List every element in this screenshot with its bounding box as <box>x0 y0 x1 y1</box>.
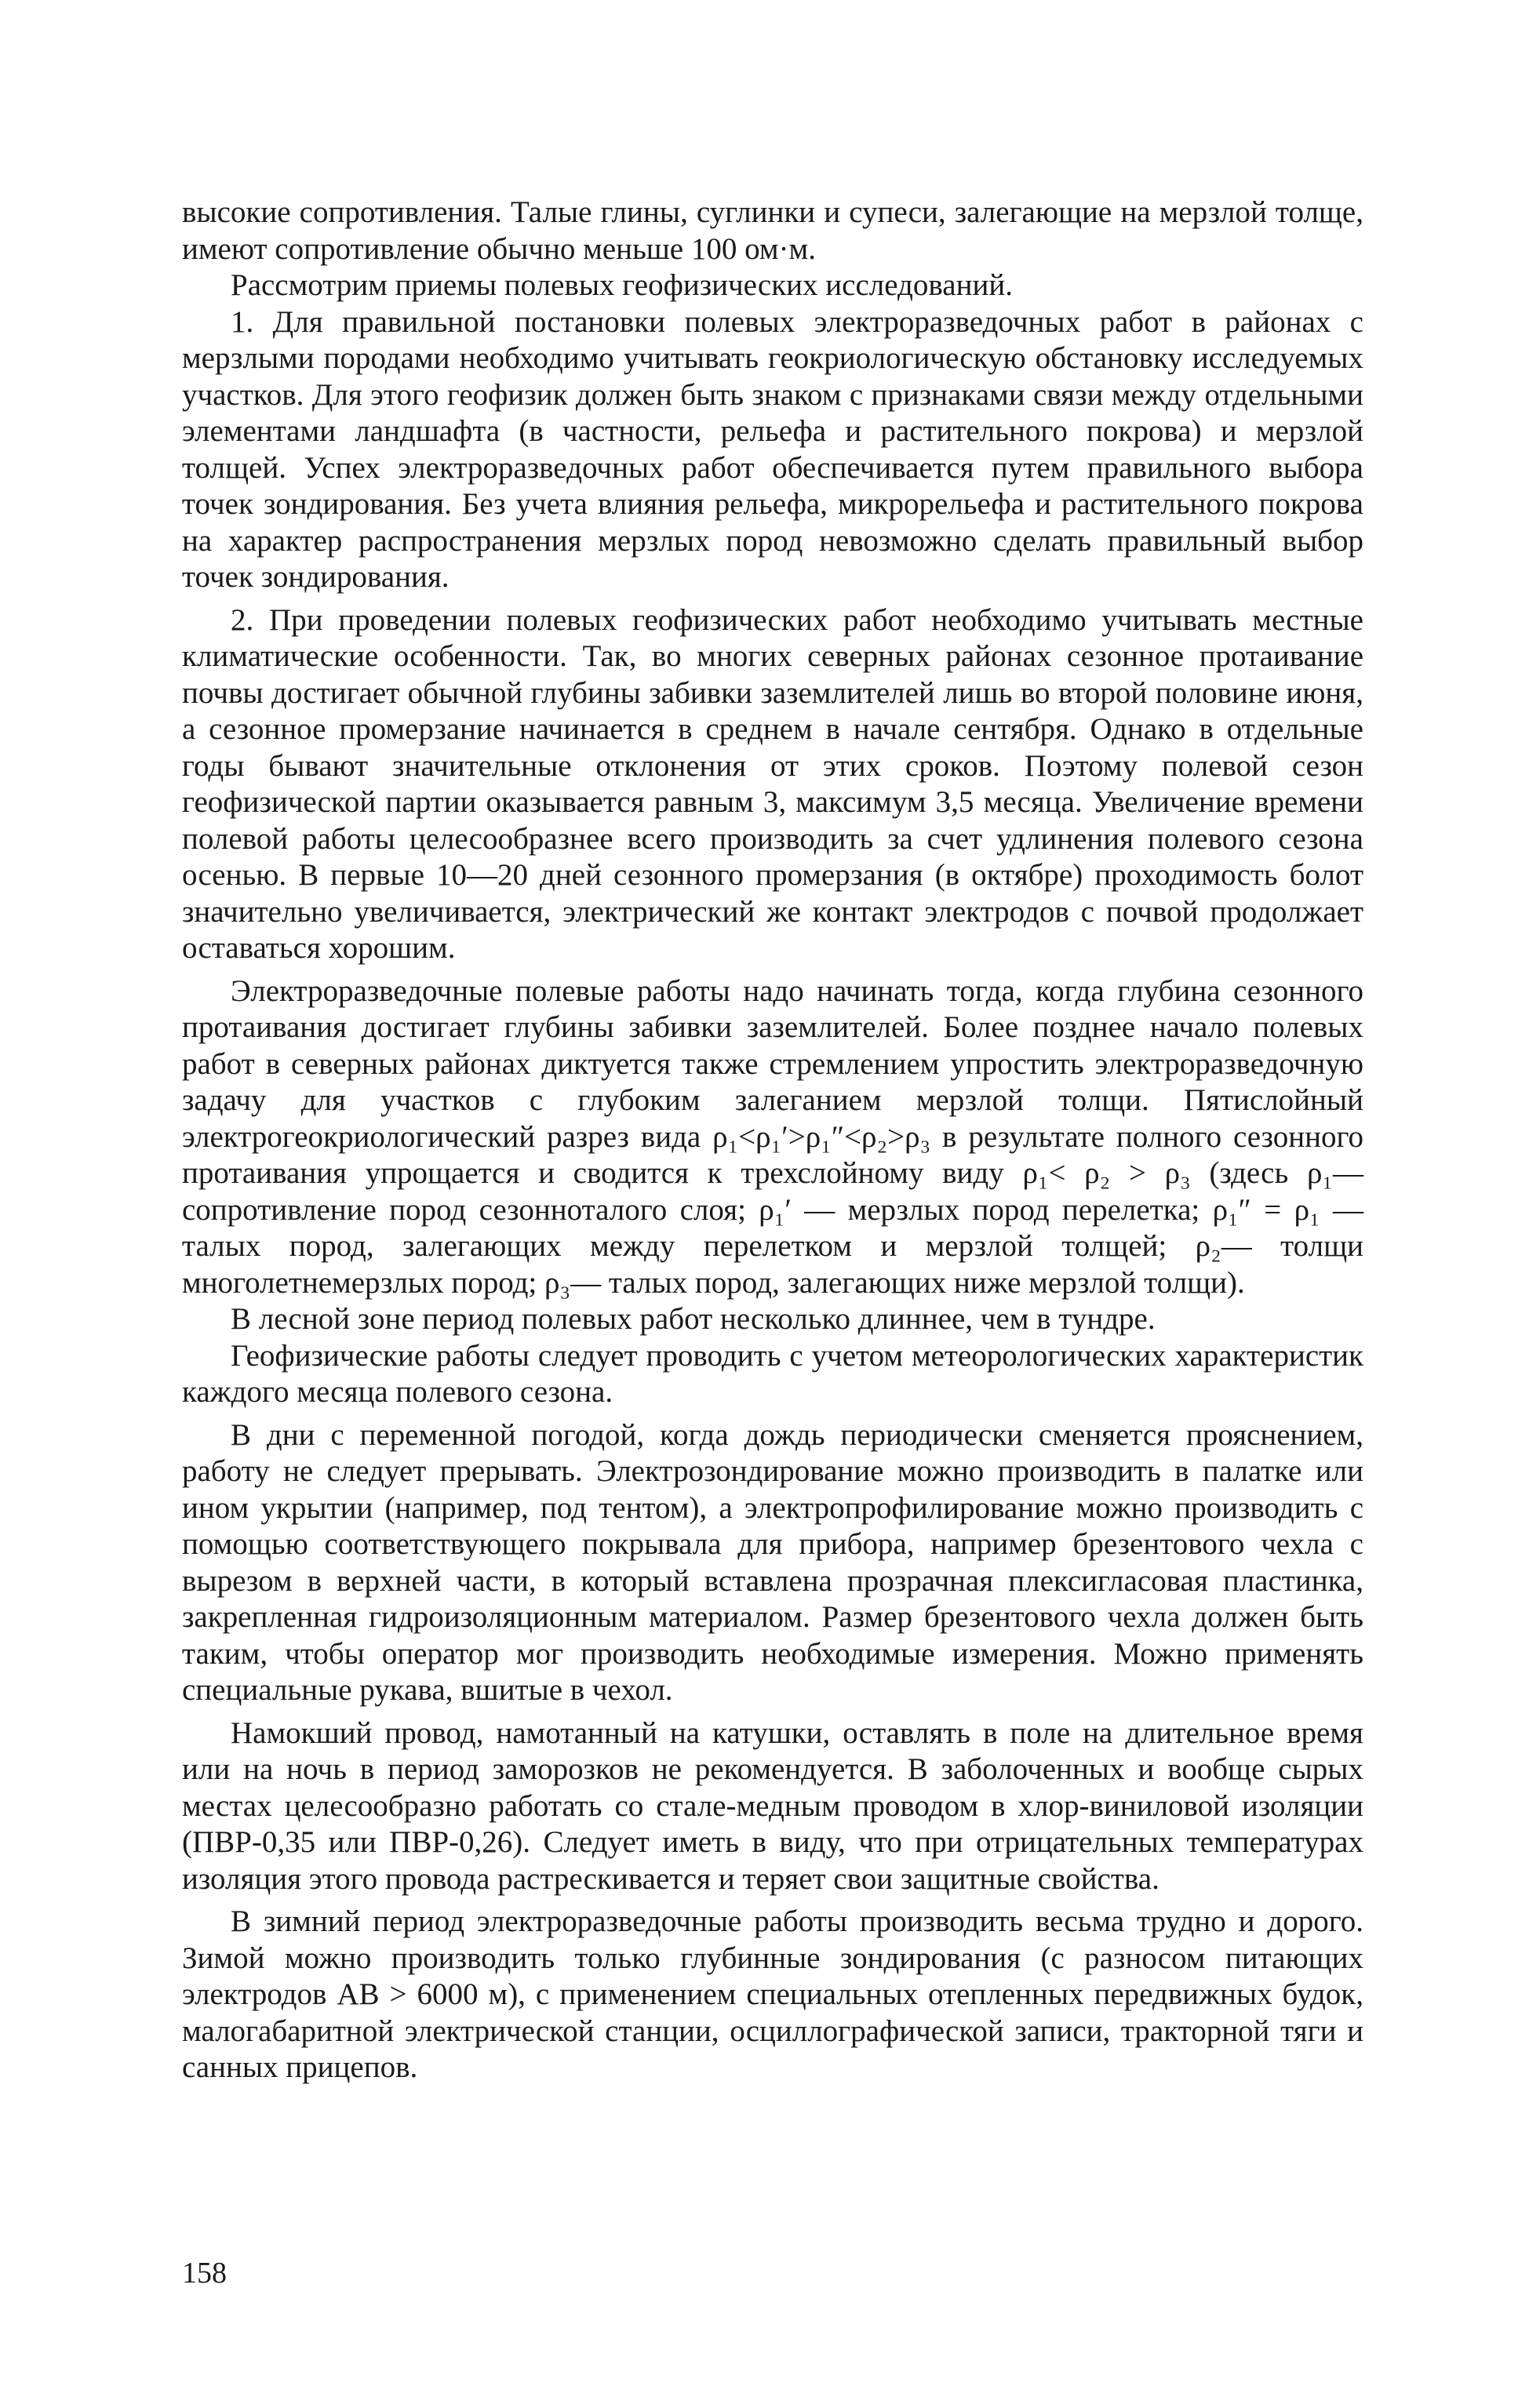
paragraph-forest-zone: В лесной зоне период полевых работ несколько длиннее, чем в тундре. <box>231 1302 1156 1336</box>
paragraph-weather: В дни с переменной погодой, когда дождь периодически сменяется прояснением, работу не следует прерывать. Электрозондирование можно производить в палатке или ином укрытии (например, под тентом), а электропрофилирование можно производить с помощью соответствующего покрывала для прибора, например брезентового чехла с вырезом в верхней части, в который вставлена прозрачная плексигласовая пластинка, закрепленная гидроизоляционным материалом. Размер брезентового чехла должен быть таким, чтобы оператор мог производить необходимые измерения. Можно применять специальные рукава, вшитые в чехол. <box>182 1417 1363 1707</box>
paragraph-wire: Намокший провод, намотанный на катушки, оставлять в поле на длительное время или на ночь в период заморозков не рекомендуется. В заболоченных и вообще сырых местах целесообразно работать со стале-медным проводом в хлор-виниловой изоляции (ПВР-0,35 или ПВР-0,26). Следует иметь в виду, что при отрицательных температурах изоляция этого провода растрескивается и теряет свои защитные свойства. <box>182 1715 1363 1896</box>
paragraph-intro: Рассмотрим приемы полевых геофизических исследований. <box>231 268 1013 302</box>
page-body <box>182 195 1363 2086</box>
paragraph-field-start: Электроразведочные полевые работы надо начинать тогда, когда глубина сезонного протаивания достигает глубины забивки заземлителей. Более позднее начало полевых работ в северных районах диктуется также стремлением упростить электроразведочную задачу для участков с глубоким залеганием мерзлой толщи. Пятислойный электрогеокриологический разрез вида ρ₁<ρ₁′>ρ₁″<ρ₂>ρ₃ в результате полного сезонного протаивания упрощается и сводится к трехслойному виду ρ₁< ρ₂ > ρ₃ (здесь ρ₁— сопротивление пород сезонноталого слоя; ρ₁′ — мерзлых пород перелетка; ρ₁″ = ρ₁ — талых пород, залегающих между перелетком и мерзлой толщей; ρ₂— толщи многолетнемерзлых пород; ρ₃— талых пород, залегающих ниже мерзлой толщи). <box>182 973 1363 1300</box>
page-number: 158 <box>182 2257 227 2290</box>
paragraph-meteorology: Геофизические работы следует проводить с учетом метеорологических характеристик каждого месяца полевого сезона. <box>182 1338 1363 1409</box>
paragraph-item-1: 1. Для правильной постановки полевых электроразведочных работ в районах с мерзлыми породами необходимо учитывать геокриологическую обстановку исследуемых участков. Для этого геофизик должен быть знаком с признаками связи между отдельными элементами ландшафта (в частности, рельефа и растительного покрова) и мерзлой толщей. Успех электроразведочных работ обеспечивается путем правильного выбора точек зондирования. Без учета влияния рельефа, микрорельефа и растительного покрова на характер распространения мерзлых пород невозможно сделать правильный выбор точек зондирования. <box>182 304 1363 594</box>
paragraph-continuation: высокие сопротивления. Талые глины, суглинки и супеси, залегающие на мерзлой толще, имеют сопротивление обычно меньше 100 ом·м. <box>182 195 1363 266</box>
paragraph-item-2: 2. При проведении полевых геофизических работ необходимо учитывать местные климатические особенности. Так, во многих северных районах сезонное протаивание почвы достигает обычной глубины забивки заземлителей лишь во второй половине июня, а сезонное промерзание начинается в среднем в начале сентября. Однако в отдельные годы бывают значительные отклонения от этих сроков. Поэтому полевой сезон геофизической партии оказывается равным 3, максимум 3,5 месяца. Увеличение времени полевой работы целесообразнее всего производить за счет удлинения полевого сезона осенью. В первые 10—20 дней сезонного промерзания (в октябре) проходимость болот значительно увеличивается, электрический же контакт электродов с почвой продолжает оставаться хорошим. <box>182 602 1363 965</box>
paragraph-winter: В зимний период электроразведочные работы производить весьма трудно и дорого. Зимой можно производить только глубинные зондирования (с разносом питающих электродов AB > 6000 м), с применением специальных отепленных передвижных будок, малогабаритной электрической станции, осциллографической записи, тракторной тяги и санных прицепов. <box>182 1904 1363 2084</box>
